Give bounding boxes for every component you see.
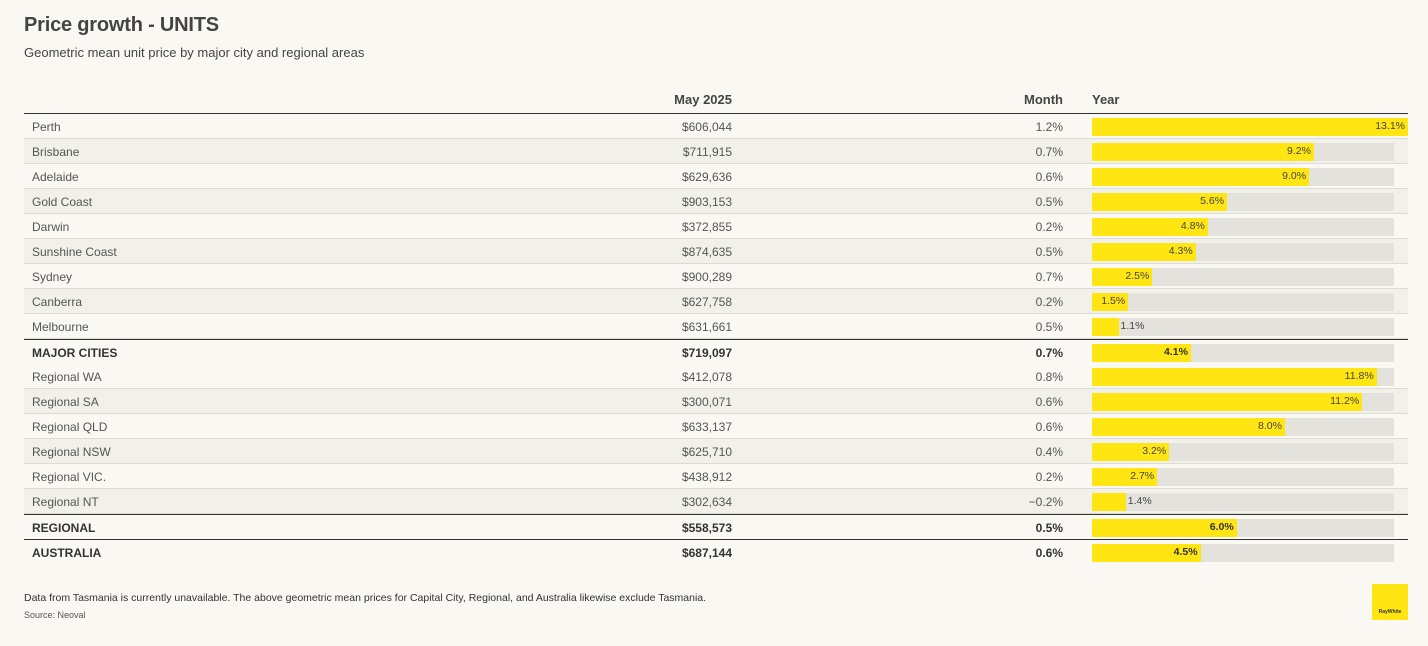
row-name: Sydney xyxy=(32,270,73,284)
row-name: Adelaide xyxy=(32,170,79,184)
year-bar-label: 11.8% xyxy=(1344,370,1374,382)
row-name: Darwin xyxy=(32,220,70,234)
row-price: $719,097 xyxy=(681,346,732,360)
chart-title: Price growth - UNITS xyxy=(24,14,219,36)
table-header xyxy=(24,88,1408,114)
table-row xyxy=(24,139,1408,164)
row-price: $627,758 xyxy=(681,295,732,309)
year-bar-track xyxy=(1092,519,1394,537)
year-bar-label: 9.0% xyxy=(1282,170,1307,182)
row-price: $687,144 xyxy=(681,546,732,560)
table-row xyxy=(24,114,1408,139)
table-row xyxy=(24,314,1408,339)
row-name: Gold Coast xyxy=(32,195,93,209)
table-row xyxy=(24,539,1408,564)
table-row xyxy=(24,389,1408,414)
row-price: $633,137 xyxy=(681,420,732,434)
row-price: $629,636 xyxy=(681,170,732,184)
year-bar-track xyxy=(1092,418,1394,436)
year-bar-label: 2.7% xyxy=(1130,470,1155,482)
price-growth-table xyxy=(24,88,1408,564)
row-price: $606,044 xyxy=(681,120,732,134)
row-month-change: 0.6% xyxy=(1035,170,1063,184)
year-bar xyxy=(1092,393,1362,411)
table-row xyxy=(24,414,1408,439)
row-month-change: 0.2% xyxy=(1035,470,1063,484)
year-bar-track xyxy=(1092,193,1394,211)
table-row xyxy=(24,289,1408,314)
chart-subtitle: Geometric mean unit price by major city and regional areas xyxy=(24,45,365,60)
footnote: Data from Tasmania is currently unavailable. The above geometric mean prices for Capital City, Regional, and Australia likewise exclude Tasmania. xyxy=(24,592,707,604)
row-price: $372,855 xyxy=(681,220,732,234)
year-bar-track xyxy=(1092,344,1394,362)
row-name: Melbourne xyxy=(32,320,89,334)
year-bar-track xyxy=(1092,318,1394,336)
year-bar-track xyxy=(1092,368,1394,386)
row-month-change: 0.5% xyxy=(1035,195,1063,209)
year-bar-label: 3.2% xyxy=(1142,445,1167,457)
logo-text: RayWhite xyxy=(1378,609,1402,615)
year-bar xyxy=(1092,168,1309,186)
row-price: $631,661 xyxy=(681,320,732,334)
column-header-year: Year xyxy=(1092,92,1120,107)
row-month-change: 0.5% xyxy=(1035,521,1063,535)
row-month-change: 0.5% xyxy=(1035,245,1063,259)
row-month-change: 0.2% xyxy=(1035,220,1063,234)
table-row xyxy=(24,164,1408,189)
year-bar xyxy=(1092,118,1408,136)
row-month-change: 0.6% xyxy=(1035,395,1063,409)
table-row xyxy=(24,364,1408,389)
row-month-change: 0.6% xyxy=(1035,546,1063,560)
row-month-change: 0.7% xyxy=(1035,270,1063,284)
year-bar xyxy=(1092,368,1377,386)
row-price: $900,289 xyxy=(681,270,732,284)
row-name: Perth xyxy=(32,120,61,134)
year-bar-label: 4.3% xyxy=(1168,245,1193,257)
year-bar-track xyxy=(1092,493,1394,511)
year-bar-label: 4.8% xyxy=(1180,220,1205,232)
row-price: $302,634 xyxy=(681,495,732,509)
year-bar-track xyxy=(1092,293,1394,311)
row-price: $625,710 xyxy=(681,445,732,459)
year-bar-track xyxy=(1092,143,1394,161)
row-price: $412,078 xyxy=(681,370,732,384)
year-bar-label: 1.1% xyxy=(1120,320,1145,332)
row-month-change: 0.8% xyxy=(1035,370,1063,384)
row-name: Regional SA xyxy=(32,395,99,409)
year-bar-track xyxy=(1092,393,1394,411)
row-name: Regional NT xyxy=(32,495,99,509)
year-bar xyxy=(1092,143,1314,161)
row-price: $874,635 xyxy=(681,245,732,259)
table-row xyxy=(24,489,1408,514)
raywhite-logo xyxy=(1372,584,1408,620)
year-bar-track xyxy=(1092,243,1394,261)
row-price: $438,912 xyxy=(681,470,732,484)
row-name: Canberra xyxy=(32,295,83,309)
row-name: REGIONAL xyxy=(32,521,96,535)
table-row xyxy=(24,264,1408,289)
row-name: MAJOR CITIES xyxy=(32,346,118,360)
table-body xyxy=(24,114,1408,564)
row-month-change: 0.5% xyxy=(1035,320,1063,334)
year-bar-label: 4.1% xyxy=(1163,346,1188,358)
source-note: Source: Neoval xyxy=(24,610,86,620)
year-bar-label: 2.5% xyxy=(1125,270,1150,282)
row-month-change: 0.2% xyxy=(1035,295,1063,309)
year-bar xyxy=(1092,418,1285,436)
year-bar-label: 11.2% xyxy=(1330,395,1360,407)
row-price: $300,071 xyxy=(681,395,732,409)
year-bar-track xyxy=(1092,268,1394,286)
row-price: $711,915 xyxy=(682,145,732,159)
row-name: Regional WA xyxy=(32,370,102,384)
row-month-change: 0.4% xyxy=(1035,445,1063,459)
row-name: AUSTRALIA xyxy=(32,546,102,560)
year-bar-label: 6.0% xyxy=(1209,521,1234,533)
row-month-change: 1.2% xyxy=(1035,120,1063,134)
year-bar-label: 8.0% xyxy=(1258,420,1282,432)
table-row xyxy=(24,239,1408,264)
row-name: Regional NSW xyxy=(32,445,111,459)
year-bar-track xyxy=(1092,218,1394,236)
row-month-change: −0.2% xyxy=(1028,495,1063,509)
row-name: Brisbane xyxy=(32,145,80,159)
row-month-change: 0.7% xyxy=(1035,346,1063,360)
year-bar-label: 13.1% xyxy=(1375,120,1405,132)
row-month-change: 0.7% xyxy=(1035,145,1063,159)
row-name: Regional VIC. xyxy=(32,470,107,484)
row-price: $558,573 xyxy=(681,521,732,535)
year-bar-track xyxy=(1092,118,1408,136)
table-row xyxy=(24,514,1408,539)
table-row xyxy=(24,189,1408,214)
table-row xyxy=(24,339,1408,364)
year-bar-label: 1.5% xyxy=(1101,295,1126,307)
row-price: $903,153 xyxy=(681,195,732,209)
year-bar-track xyxy=(1092,468,1394,486)
year-bar-track xyxy=(1092,443,1394,461)
year-bar-label: 9.2% xyxy=(1287,145,1311,157)
year-bar xyxy=(1092,318,1119,336)
column-header-price: May 2025 xyxy=(674,92,732,107)
row-month-change: 0.6% xyxy=(1035,420,1063,434)
year-bar xyxy=(1092,493,1126,511)
table-row xyxy=(24,464,1408,489)
table-row xyxy=(24,439,1408,464)
year-bar-track xyxy=(1092,544,1394,562)
year-bar-label: 1.4% xyxy=(1127,495,1152,507)
year-bar-label: 4.5% xyxy=(1173,546,1198,558)
row-name: Sunshine Coast xyxy=(32,245,117,259)
table-row xyxy=(24,214,1408,239)
column-header-month: Month xyxy=(1024,92,1063,107)
year-bar-track xyxy=(1092,168,1394,186)
year-bar-label: 5.6% xyxy=(1200,195,1225,207)
row-name: Regional QLD xyxy=(32,420,108,434)
